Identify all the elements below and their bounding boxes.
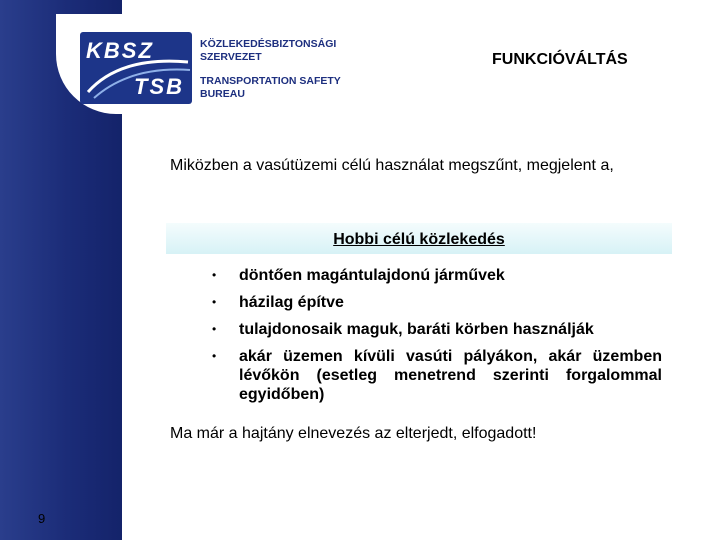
bullet-icon: •	[212, 349, 217, 363]
kbsz-tsb-logo	[80, 32, 192, 104]
list-item-text: akár üzemen kívüli vasúti pályákon, akár üzemben lévőkön (esetleg menetrend szerinti forgalommal egyidőben)	[239, 348, 662, 403]
list-item	[212, 293, 662, 312]
org-name-hungarian	[200, 38, 350, 64]
list-item-text: házilag építve	[239, 294, 344, 311]
page-number: 9	[38, 511, 46, 526]
org-name-en-line: BUREAU	[200, 88, 245, 100]
bullet-icon: •	[212, 322, 217, 336]
org-name-english	[200, 75, 350, 101]
page-title: FUNKCIÓVÁLTÁS	[492, 51, 628, 68]
section-heading-band	[166, 223, 672, 254]
section-heading: Hobbi célú közlekedés	[333, 231, 505, 248]
list-item	[212, 266, 662, 285]
bullet-icon: •	[212, 268, 217, 282]
org-name-hu-line: SZERVEZET	[200, 51, 262, 63]
list-item	[212, 347, 662, 404]
bullet-list	[212, 266, 662, 412]
list-item	[212, 320, 662, 339]
org-name-en-line: TRANSPORTATION SAFETY	[200, 75, 341, 87]
logo-bottom-text: TSB	[134, 74, 184, 99]
closing-text: Ma már a hajtány elnevezés az elterjedt, elfogadott!	[170, 425, 537, 442]
logo-top-text: KBSZ	[86, 38, 154, 63]
list-item-text: döntően magántulajdonú járművek	[239, 267, 505, 284]
org-name-hu-line: KÖZLEKEDÉSBIZTONSÁGI	[200, 38, 337, 50]
list-item-text: tulajdonosaik maguk, baráti körben használják	[239, 321, 594, 338]
intro-text: Miközben a vasútüzemi célú használat megszűnt, megjelent a,	[170, 157, 614, 174]
bullet-icon: •	[212, 295, 217, 309]
